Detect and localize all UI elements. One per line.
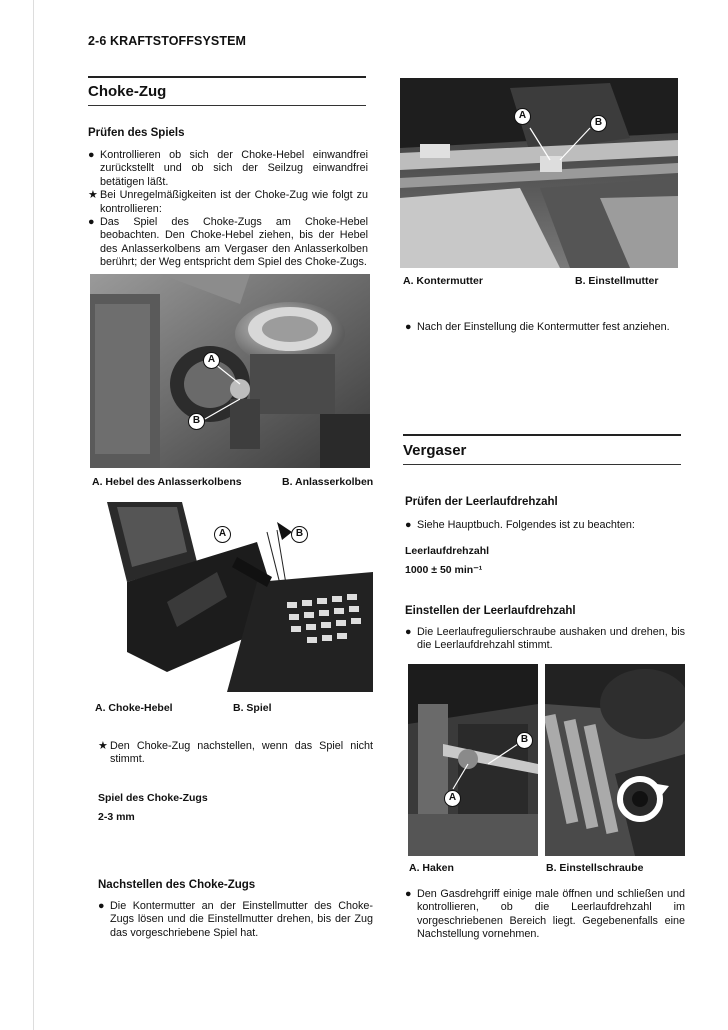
star-icon: ★ [88,189,98,202]
adjust-list [98,900,373,940]
list-item [88,149,368,189]
list-item-text: Die Leerlaufregulierschraube aushaken und drehen, bis die Leerlaufdrehzahl stimmt. [417,626,685,652]
bullet-icon: ● [405,321,412,333]
tighten-note [405,321,685,334]
choke-lever-photo [107,502,373,692]
check-list [88,149,368,270]
page-margin-line [33,0,34,1030]
section-rule-bottom [403,464,681,465]
bullet-icon: ● [405,519,412,531]
list-item [405,888,685,942]
photo3-caption-b: B. Einstellmutter [575,275,659,287]
adjust-note [98,740,373,767]
spec-value-choke-play: 2-3 mm [98,811,135,823]
cable-adjuster-photo [400,78,678,268]
callout-b-marker: B [590,115,607,132]
list-item-text: Kontrollieren ob sich der Choke-Hebel einwandfrei zurückstellt und ob sich der Seilzug einwandfrei betätigen läßt. [100,149,368,188]
list-item-text: Bei Unregelmäßigkeiten ist der Choke-Zug wie folgt zu kontrollieren: [100,189,368,215]
photo4-caption-b: B. Einstellschraube [546,862,644,874]
callout-b-marker: B [516,732,533,749]
section-rule-top [403,434,681,436]
bullet-icon: ● [88,149,95,161]
star-icon: ★ [98,740,108,752]
list-item-text: Das Spiel des Choke-Zugs am Choke-Hebel beobachten. Den Choke-Hebel ziehen, bis der Hebel des Anlasserkolbens am Vergaser den Anlasserkolben berührt; der Weg entspricht dem Spiel des Choke-Zugs. [100,216,368,269]
adjust-screw-illustration [545,664,685,856]
heading-idle-adjust: Einstellen der Leerlaufdrehzahl [405,605,576,617]
hook-illustration [408,664,538,856]
list-item [88,189,368,216]
bullet-icon: ● [98,900,105,912]
photo2-caption-a: A. Choke-Hebel [95,702,173,714]
callout-a-marker: A [444,790,461,807]
throttle-list [405,888,685,942]
heading-check-play: Prüfen des Spiels [88,127,185,139]
list-item [98,900,373,940]
callout-a-marker: A [514,108,531,125]
cable-adjuster-illustration [400,78,678,268]
callout-a-marker: A [203,352,220,369]
section-title-choke: Choke-Zug [88,83,167,100]
section-title-vergaser: Vergaser [403,442,467,459]
bullet-icon: ● [88,216,95,229]
list-item-text: Nach der Einstellung die Kontermutter fest anziehen. [417,321,670,333]
list-item [405,321,685,334]
section-rule-bottom [88,105,366,106]
carburetor-illustration [90,274,370,468]
photo3-caption-a: A. Kontermutter [403,275,483,287]
list-item [98,740,373,767]
callout-b-marker: B [188,413,205,430]
callout-b-marker: B [291,526,308,543]
list-item [405,519,685,532]
idle-adjust-list [405,626,685,653]
section-rule-top [88,76,366,78]
idle-check-list [405,519,685,532]
bullet-icon: ● [405,626,412,638]
spec-label-choke-play: Spiel des Choke-Zugs [98,792,208,804]
photo2-caption-b: B. Spiel [233,702,272,714]
photo1-caption-a: A. Hebel des Anlasserkolbens [92,476,242,488]
list-item-text: Den Choke-Zug nachstellen, wenn das Spiel nicht stimmt. [110,740,373,766]
photo4-caption-a: A. Haken [409,862,454,874]
list-item [88,216,368,270]
spec-label-idle: Leerlaufdrehzahl [405,545,490,557]
heading-adjust-choke: Nachstellen des Choke-Zugs [98,879,256,891]
adjust-screw-photo [545,664,685,856]
carburetor-photo [90,274,370,468]
page-header: 2-6 KRAFTSTOFFSYSTEM [88,34,247,48]
list-item-text: Siehe Hauptbuch. Folgendes ist zu beachten: [417,519,635,531]
list-item [405,626,685,653]
photo1-caption-b: B. Anlasserkolben [282,476,374,488]
bullet-icon: ● [405,888,412,900]
hook-photo [408,664,538,856]
list-item-text: Den Gasdrehgriff einige male öffnen und schließen und kontrollieren, ob die Leerlaufdrehzahl im vorgeschriebenen Bereich liegt. Gegebenenfalls eine Nachstellung vornehmen. [417,888,685,941]
choke-lever-illustration [107,502,373,692]
callout-a-marker: A [214,526,231,543]
heading-idle-check: Prüfen der Leerlaufdrehzahl [405,496,558,508]
list-item-text: Die Kontermutter an der Einstellmutter des Choke-Zugs lösen und die Einstellmutter drehen, bis der Zug das vorgeschriebene Spiel hat. [110,900,373,939]
spec-value-idle: 1000 ± 50 min⁻¹ [405,564,483,576]
